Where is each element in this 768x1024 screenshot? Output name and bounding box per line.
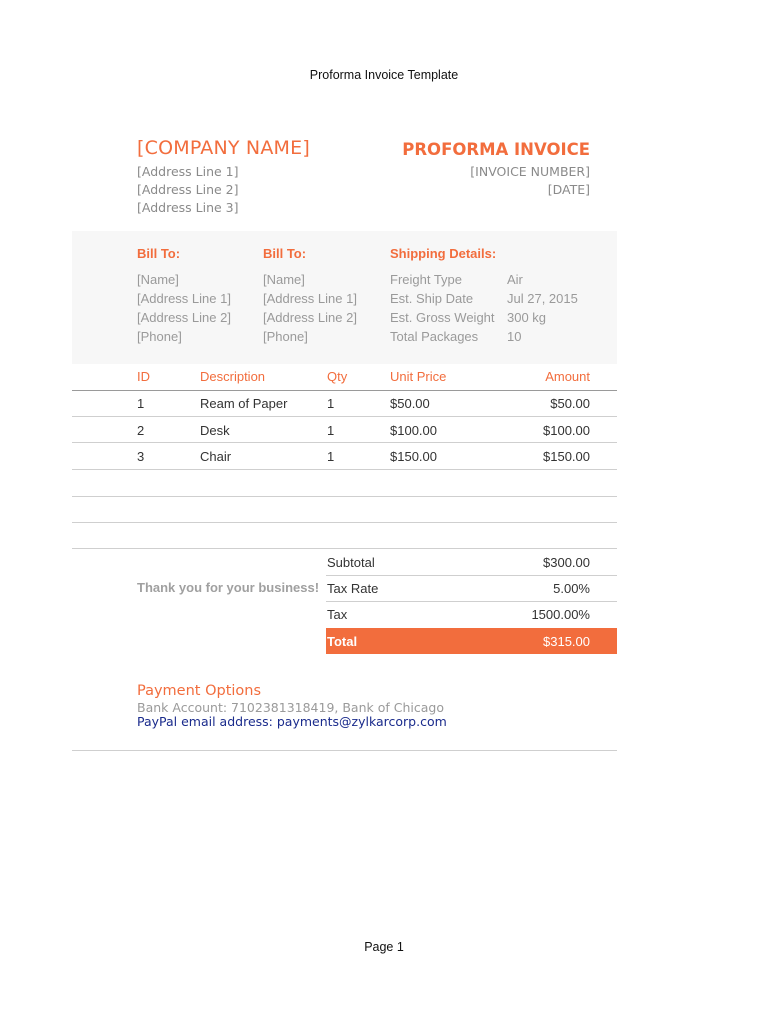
shipping-label: Freight Type bbox=[390, 272, 463, 287]
row-description: Desk bbox=[200, 423, 230, 438]
row-qty: 1 bbox=[327, 449, 335, 464]
bill-to-2-address-1: [Address Line 1] bbox=[263, 291, 357, 306]
payment-options-title: Payment Options bbox=[137, 683, 262, 699]
invoice-title: PROFORMA INVOICE bbox=[402, 140, 590, 159]
bill-to-2-phone: [Phone] bbox=[263, 329, 308, 344]
thank-you-note: Thank you for your business! bbox=[137, 580, 320, 595]
invoice-number: [INVOICE NUMBER] bbox=[470, 164, 590, 179]
shipping-label: Est. Gross Weight bbox=[390, 310, 495, 325]
shipping-value: 300 kg bbox=[507, 310, 547, 325]
row-qty: 1 bbox=[327, 396, 335, 411]
subtotal-value: $300.00 bbox=[543, 555, 590, 570]
bill-to-2-name: [Name] bbox=[263, 272, 305, 287]
shipping-label: Total Packages bbox=[390, 329, 479, 344]
row-id: 1 bbox=[137, 396, 145, 411]
page-number: Page 1 bbox=[364, 940, 404, 954]
shipping-value: Air bbox=[507, 272, 523, 287]
bill-to-1-name: [Name] bbox=[137, 272, 179, 287]
bill-to-1-phone: [Phone] bbox=[137, 329, 182, 344]
row-id: 3 bbox=[137, 449, 145, 464]
tax-label: Tax bbox=[327, 607, 348, 622]
summary-divider bbox=[326, 601, 617, 602]
row-divider bbox=[72, 522, 617, 523]
row-description: Ream of Paper bbox=[200, 396, 288, 411]
bottom-divider bbox=[72, 750, 617, 751]
bill-to-heading-2: Bill To: bbox=[263, 246, 307, 261]
shipping-value: 10 bbox=[507, 329, 522, 344]
shipping-heading: Shipping Details: bbox=[390, 246, 497, 261]
company-address-line-2: [Address Line 2] bbox=[137, 182, 239, 197]
row-divider bbox=[72, 496, 617, 497]
company-address-line-3: [Address Line 3] bbox=[137, 200, 239, 215]
row-divider bbox=[72, 548, 617, 549]
bank-account: Bank Account: 7102381318419, Bank of Chicago bbox=[137, 700, 444, 715]
paypal-email: PayPal email address: payments@zylkarcorp.com bbox=[137, 714, 447, 729]
row-divider bbox=[72, 469, 617, 470]
summary-divider bbox=[326, 575, 617, 576]
row-amount: $150.00 bbox=[543, 449, 590, 464]
bill-to-1-address-2: [Address Line 2] bbox=[137, 310, 231, 325]
row-description: Chair bbox=[200, 449, 232, 464]
column-header-unit-price: Unit Price bbox=[390, 369, 447, 384]
bill-to-2-address-2: [Address Line 2] bbox=[263, 310, 357, 325]
row-amount: $100.00 bbox=[543, 423, 590, 438]
bill-to-heading-1: Bill To: bbox=[137, 246, 181, 261]
bill-to-1-address-1: [Address Line 1] bbox=[137, 291, 231, 306]
column-header-amount: Amount bbox=[545, 369, 590, 384]
total-label: Total bbox=[327, 634, 358, 649]
subtotal-label: Subtotal bbox=[327, 555, 375, 570]
tax-rate-label: Tax Rate bbox=[327, 581, 379, 596]
row-unit-price: $150.00 bbox=[390, 449, 437, 464]
row-qty: 1 bbox=[327, 423, 335, 438]
company-name: [COMPANY NAME] bbox=[137, 137, 310, 159]
row-divider bbox=[72, 416, 617, 417]
column-header-description: Description bbox=[200, 369, 266, 384]
column-header-id: ID bbox=[137, 369, 150, 384]
document-title: Proforma Invoice Template bbox=[309, 68, 459, 82]
company-address-line-1: [Address Line 1] bbox=[137, 164, 239, 179]
column-header-qty: Qty bbox=[327, 369, 348, 384]
total-value: $315.00 bbox=[543, 634, 590, 649]
shipping-label: Est. Ship Date bbox=[390, 291, 474, 306]
tax-value: 1500.00% bbox=[531, 607, 590, 622]
header-divider bbox=[72, 390, 617, 391]
invoice-date: [DATE] bbox=[547, 182, 590, 197]
shipping-value: Jul 27, 2015 bbox=[507, 291, 578, 306]
row-unit-price: $50.00 bbox=[390, 396, 430, 411]
tax-rate-value: 5.00% bbox=[553, 581, 590, 596]
row-amount: $50.00 bbox=[550, 396, 590, 411]
row-divider bbox=[72, 442, 617, 443]
row-unit-price: $100.00 bbox=[390, 423, 437, 438]
row-id: 2 bbox=[137, 423, 145, 438]
